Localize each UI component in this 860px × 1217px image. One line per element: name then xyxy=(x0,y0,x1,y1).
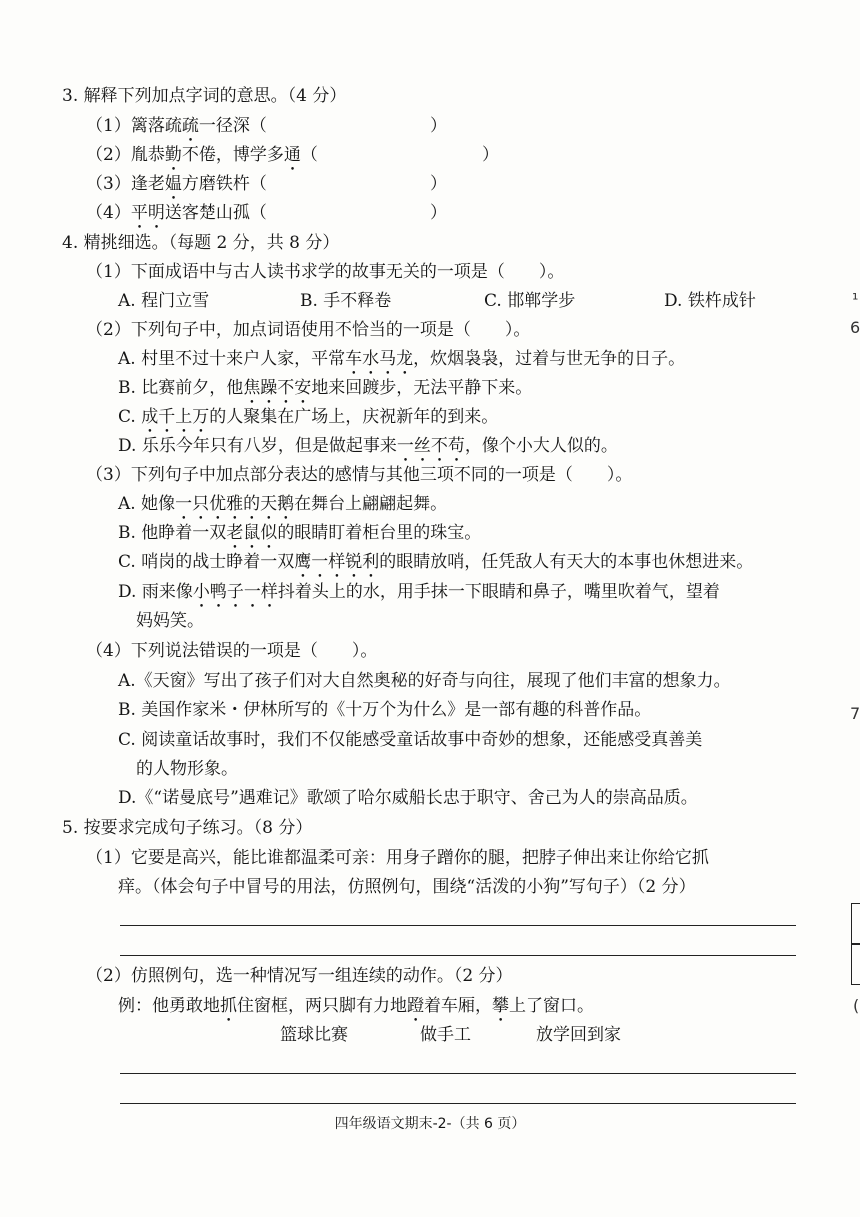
q4-1-option-b: B. 手不释卷 xyxy=(300,291,392,311)
q4-1-option-a: A. 程门立雪 xyxy=(118,291,210,311)
q3-item-2-dotted-2: 通 xyxy=(283,145,301,165)
q3-item-4-close: ） xyxy=(430,203,447,223)
margin-box-2 xyxy=(851,943,860,985)
q4-2-b-dotted: 焦躁不安 xyxy=(243,378,312,398)
q4-2-option-b xyxy=(118,376,532,408)
q3-item-4-pre: （4） xyxy=(86,203,131,223)
margin-mark-top: ¹ xyxy=(852,290,859,309)
margin-paren: ( xyxy=(853,996,860,1015)
q4-3-c-post: 的眼睛放哨，任凭敌人有天大的本事也休想进来。 xyxy=(379,552,754,572)
q4-2-b-post: 地来回踱步，无法平静下来。 xyxy=(311,378,533,398)
q4-3-d-pre: D. 雨来像 xyxy=(118,582,193,602)
answer-line-1[interactable] xyxy=(120,925,796,926)
q4-3-d-post: 抖着头上的水，用手抹一下眼睛和鼻子，嘴里吹着气，望着 xyxy=(277,582,720,602)
q3-item-1-dotted: 疏 xyxy=(181,116,199,136)
q4-2-c-post: 的人聚集在广场上，庆祝新年的到来。 xyxy=(209,407,499,427)
q4-3-option-d xyxy=(118,580,720,612)
answer-line-2[interactable] xyxy=(120,955,796,956)
margin-number-7: 7 xyxy=(850,704,860,723)
example-dotted-3: 攀 xyxy=(492,996,509,1016)
q4-3-c-dotted: 鹰一样锐利 xyxy=(294,552,380,572)
q3-item-1-close: ） xyxy=(430,116,447,136)
q4-2-option-d xyxy=(118,434,618,466)
q4-3-option-c xyxy=(118,550,753,582)
q3-title: 3. 解释下列加点字词的意思。（4 分） xyxy=(62,86,347,106)
q3-item-2 xyxy=(86,143,318,175)
q3-item-3-close: ） xyxy=(430,174,447,194)
q4-1-option-c: C. 邯郸学步 xyxy=(484,291,576,311)
q5-1-line1: （1）它要是高兴，能比谁都温柔可亲：用身子蹭你的腿，把脖子伸出来让你给它抓 xyxy=(86,848,709,868)
q4-3-a-post: 在舞台上翩翩起舞。 xyxy=(294,494,448,514)
q4-3-a-dotted: 一只优雅的天鹅 xyxy=(175,494,295,514)
q4-2-stem: （2）下列句子中，加点词语使用不恰当的一项是（ ）。 xyxy=(86,320,531,340)
q4-3-option-b xyxy=(118,521,481,553)
q4-2-c-pre: C. xyxy=(118,407,142,427)
answer-line-3[interactable] xyxy=(120,1073,796,1074)
example-dotted-2: 蹬 xyxy=(407,996,424,1016)
q5-2-choice-1: 篮球比赛 xyxy=(280,1025,348,1045)
q4-3-option-a xyxy=(118,492,447,524)
q4-3-b-dotted: 老鼠似 xyxy=(226,523,278,543)
q4-3-b-post: 的眼睛盯着柜台里的珠宝。 xyxy=(277,523,482,543)
q5-2-choice-2: 做手工 xyxy=(420,1025,471,1045)
q4-2-option-a xyxy=(118,347,685,379)
q4-2-c-dotted: 成千上万 xyxy=(141,407,210,427)
q4-2-option-c xyxy=(118,405,498,437)
q3-item-1 xyxy=(86,114,267,146)
q4-title: 4. 精挑细选。（每题 2 分，共 8 分） xyxy=(62,233,340,253)
q3-item-4 xyxy=(86,201,267,233)
margin-box-1 xyxy=(851,903,860,945)
q4-2-a-pre: A. 村里不过十来户人家，平常 xyxy=(118,349,346,369)
example-part-2: 住窗框，两只脚有力地 xyxy=(237,996,407,1016)
page-footer: 四年级语文期末-2-（共 6 页） xyxy=(334,1116,526,1132)
q5-title: 5. 按要求完成句子练习。（8 分） xyxy=(62,818,313,838)
q5-2-example xyxy=(118,994,594,1026)
q4-3-option-d-cont: 妈妈笑。 xyxy=(136,611,204,631)
q4-1-option-d: D. 铁杵成针 xyxy=(664,291,756,311)
q3-item-4-dotted: 平明 xyxy=(130,203,165,223)
q5-2-choice-3: 放学回到家 xyxy=(536,1025,621,1045)
q3-item-2-dotted: 勤 xyxy=(164,145,182,165)
q3-item-2-pre: （2）胤恭 xyxy=(86,145,165,165)
q4-2-b-pre: B. 比赛前夕，他 xyxy=(118,378,244,398)
q3-item-3-post: 方磨铁杵（ xyxy=(181,174,267,194)
q4-2-d-pre: D. 乐乐今年只有八岁，但是做起事来 xyxy=(118,436,397,456)
example-dotted-1: 抓 xyxy=(220,996,237,1016)
example-part-1: 例：他勇敢地 xyxy=(118,996,220,1016)
q4-3-b-pre: B. 他睁着一双 xyxy=(118,523,227,543)
q3-item-2-mid: 不倦，博学多 xyxy=(181,145,284,165)
q4-4-option-d: D.《“诺曼底号”遇难记》歌颂了哈尔威船长忠于职守、舍己为人的崇高品质。 xyxy=(118,788,698,808)
answer-line-4[interactable] xyxy=(120,1103,796,1104)
margin-number-6: 6 xyxy=(850,318,860,337)
q4-2-a-dotted: 车水马龙 xyxy=(345,349,414,369)
q4-2-a-post: ，炊烟袅袅，过着与世无争的日子。 xyxy=(413,349,686,369)
q3-item-1-text: （1）篱落疏 xyxy=(86,116,182,136)
q4-2-d-dotted: 一丝不苟 xyxy=(396,436,465,456)
q3-item-4-post: 送客楚山孤（ xyxy=(164,203,267,223)
q3-item-2-post: （ xyxy=(300,145,318,165)
q5-2-stem: （2）仿照例句，选一种情况写一组连续的动作。（2 分） xyxy=(86,966,513,986)
q4-4-option-c-cont: 的人物形象。 xyxy=(136,759,238,779)
q4-4-option-b: B. 美国作家米・伊林所写的《十万个为什么》是一部有趣的科普作品。 xyxy=(118,700,652,720)
q4-4-stem: （4）下列说法错误的一项是（ ）。 xyxy=(86,641,378,661)
q3-item-3 xyxy=(86,172,267,204)
q4-4-option-c: C. 阅读童话故事时，我们不仅能感受童话故事中奇妙的想象，还能感受真善美 xyxy=(118,730,703,750)
q3-item-3-dotted: 媪 xyxy=(164,174,182,194)
q4-3-a-pre: A. 她像 xyxy=(118,494,176,514)
q3-item-2-close: ） xyxy=(482,145,499,165)
example-part-3: 着车厢， xyxy=(424,996,492,1016)
example-part-4: 上了窗口。 xyxy=(509,996,594,1016)
q4-3-stem: （3）下列句子中加点部分表达的感情与其他三项不同的一项是（ ）。 xyxy=(86,465,633,485)
q4-3-c-pre: C. 哨岗的战士睁着一双 xyxy=(118,552,295,572)
q4-2-d-post: ，像个小大人似的。 xyxy=(464,436,618,456)
q3-item-3-pre: （3）逢老 xyxy=(86,174,165,194)
q4-4-option-a: A.《天窗》写出了孩子们对大自然奥秘的好奇与向往，展现了他们丰富的想象力。 xyxy=(118,671,731,691)
q4-1-stem: （1）下面成语中与古人读书求学的故事无关的一项是（ ）。 xyxy=(86,262,565,282)
q4-3-d-dotted: 小鸭子一样 xyxy=(192,582,278,602)
q5-1-line2: 痒。（体会句子中冒号的用法，仿照例句，围绕“活泼的小狗”写句子）（2 分） xyxy=(118,877,696,897)
q3-item-1-text-post: 一径深（ xyxy=(198,116,267,136)
